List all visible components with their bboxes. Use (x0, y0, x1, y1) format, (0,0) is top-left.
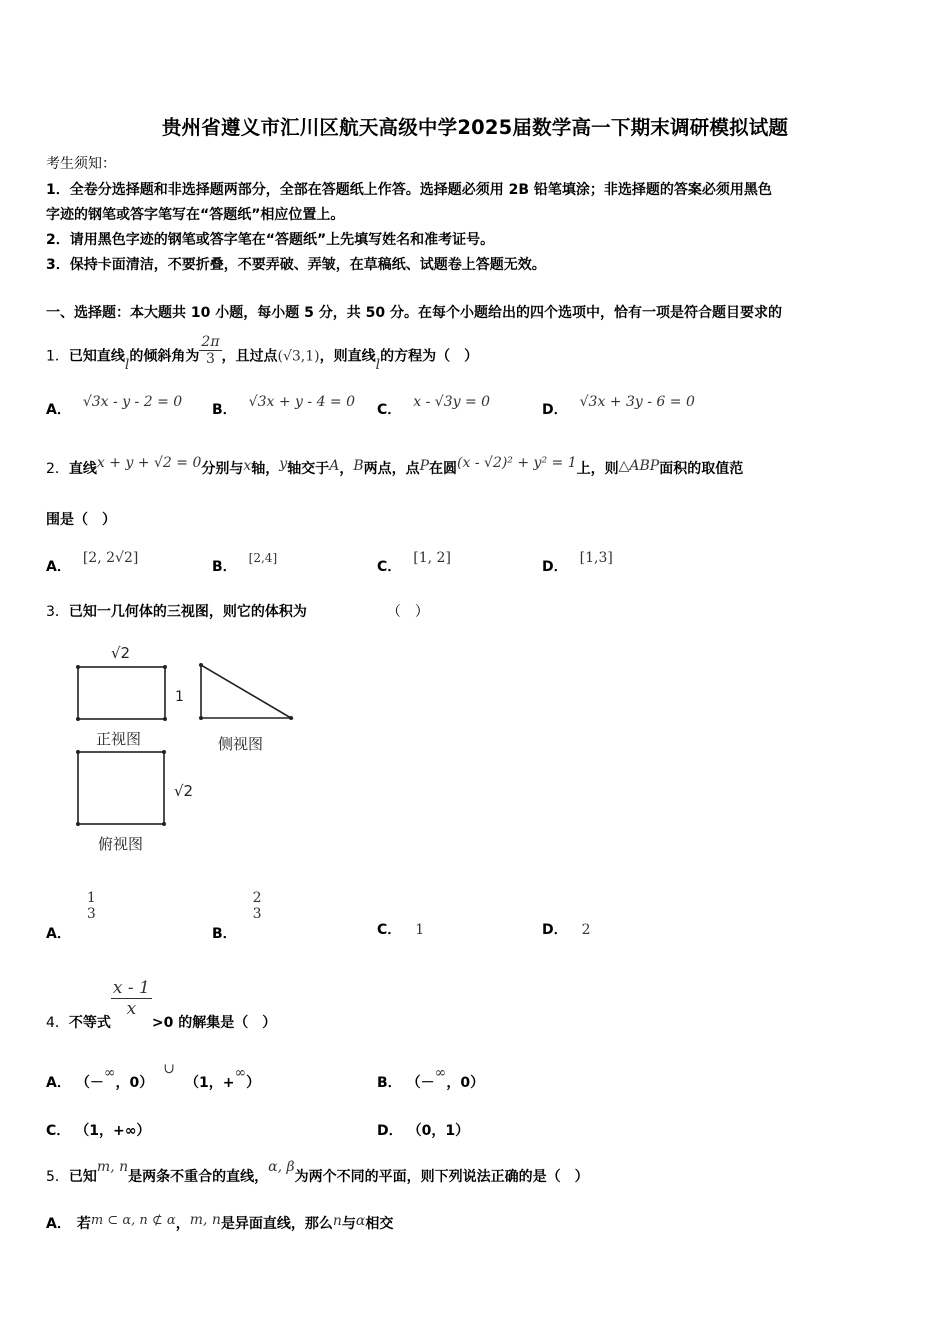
q1-line-l: l (375, 356, 381, 373)
notice-item-3: 3．保持卡面清洁，不要折叠，不要弄破、弄皱，在草稿纸、试题卷上答题无效。 (46, 257, 546, 273)
q2-option-d[interactable]: D．[1,3] (542, 550, 613, 575)
question-number: 2． (46, 461, 69, 477)
q4-option-d[interactable]: D． （0，1） (377, 1123, 470, 1139)
q5-lines: m, n (96, 1159, 129, 1175)
top-view-side-label: √2 (174, 782, 194, 800)
q1-option-a[interactable]: A． √3x - y - 2 = 0 (46, 394, 183, 418)
notice-item-1: 1．全卷分选择题和非选择题两部分，全部在答题纸上作答。选择题必须用 2B 铅笔填涂；非选择题的答案必须用黑色 (46, 182, 772, 198)
q2-circle-equation: (x - √2)² + y² = 1 (457, 455, 577, 471)
section-heading: 一、选择题：本大题共 10 小题，每小题 5 分，共 50 分。在每个小题给出的四个选项中，恰有一项是符合题目要求的 (46, 305, 782, 321)
q3-option-a[interactable]: A． 1 3 (46, 890, 96, 942)
q2-triangle: △ABP (618, 458, 660, 474)
question-number: 5． (46, 1169, 69, 1185)
q1-text: 的倾斜角为 (129, 348, 200, 365)
q3-a-fraction: 1 3 (86, 890, 96, 922)
top-view-caption: 俯视图 (98, 835, 144, 853)
q1-text: ，且过点 (221, 348, 278, 365)
q2-option-b[interactable]: B．[2,4] (212, 551, 278, 575)
q2-option-c[interactable]: C．[1, 2] (377, 550, 451, 575)
question-3: 3．已知一几何体的三视图，则它的体积为 （ ） (46, 604, 429, 620)
notice-item-1-cont: 字迹的钢笔或答字笔写在“答题纸”相应位置上。 (46, 207, 345, 223)
q1-line-l: l (124, 356, 130, 373)
q3-option-b[interactable]: B． 2 3 (212, 890, 262, 942)
question-number: 3． (46, 604, 69, 620)
q4-option-b[interactable]: B． （－∞，0） (377, 1065, 485, 1091)
front-view (78, 667, 165, 719)
q1-text: ，则直线 (319, 348, 376, 365)
front-view-caption: 正视图 (96, 730, 142, 748)
q3-option-c[interactable]: C． 1 (377, 922, 425, 938)
side-view (201, 665, 291, 718)
q1-point: (√3,1) (277, 348, 320, 365)
question-1 (46, 334, 479, 373)
question-number: 4． (46, 1014, 69, 1031)
q1-option-b[interactable]: B． √3x + y - 4 = 0 (212, 394, 356, 418)
three-view-figure (60, 632, 320, 864)
question-4: 4．不等式 $\frac{x - 1}{x}$ >0 的解集是（ ） (46, 978, 277, 1031)
q3-option-d[interactable]: D． 2 (542, 922, 591, 938)
front-view-width-label: √2 (111, 644, 131, 662)
front-view-height-label: 1 (175, 689, 184, 705)
top-view (78, 752, 164, 824)
q1-text: 的方程为（ ） (380, 348, 479, 365)
question-5: 5．已知m, n是两条不重合的直线，α, β为两个不同的平面，则下列说法正确的是（ ） (46, 1159, 589, 1185)
q2-line-equation: x + y + √2 = 0 (96, 455, 202, 471)
q3-b-fraction: 2 3 (252, 890, 262, 922)
notice-heading: 考生须知： (46, 156, 116, 172)
q4-option-c[interactable]: C． （1，+∞） (46, 1123, 151, 1139)
page-title: 贵州省遵义市汇川区航天高级中学2025届数学高一下期末调研模拟试题 (161, 116, 789, 139)
question-number: 1． (46, 348, 69, 365)
q1-option-d[interactable]: D． √3x + 3y - 6 = 0 (542, 394, 695, 418)
q1-option-c[interactable]: C． x - √3y = 0 (377, 394, 491, 418)
side-view-caption: 侧视图 (218, 735, 264, 753)
q2-option-a[interactable]: A．[2, 2√2] (46, 550, 139, 575)
question-2: 2．直线x + y + √2 = 0分别与x轴，y轴交于A，B两点，点P在圆(x - √2)² + y² = 1上，则△ABP面积的取值范 (46, 455, 744, 477)
q4-option-a[interactable]: A． （－∞，0）∪（1，+∞） (46, 1061, 261, 1091)
notice-item-2: 2．请用黑色字迹的钢笔或答字笔在“答题纸”上先填写姓名和准考证号。 (46, 232, 495, 248)
question-2-cont: 围是（ ） (46, 512, 116, 528)
q5-planes: α, β (268, 1159, 295, 1175)
q5-option-a[interactable]: A． 若m ⊂ α, n ⊄ α，m, n是异面直线，那么n与α相交 (46, 1212, 394, 1232)
q4-fraction: $\frac{x - 1}{x}$ (112, 978, 150, 1019)
q1-angle-fraction: $\frac{2\pi}{3}$ (201, 334, 220, 367)
q1-text: 已知直线 (68, 348, 125, 365)
